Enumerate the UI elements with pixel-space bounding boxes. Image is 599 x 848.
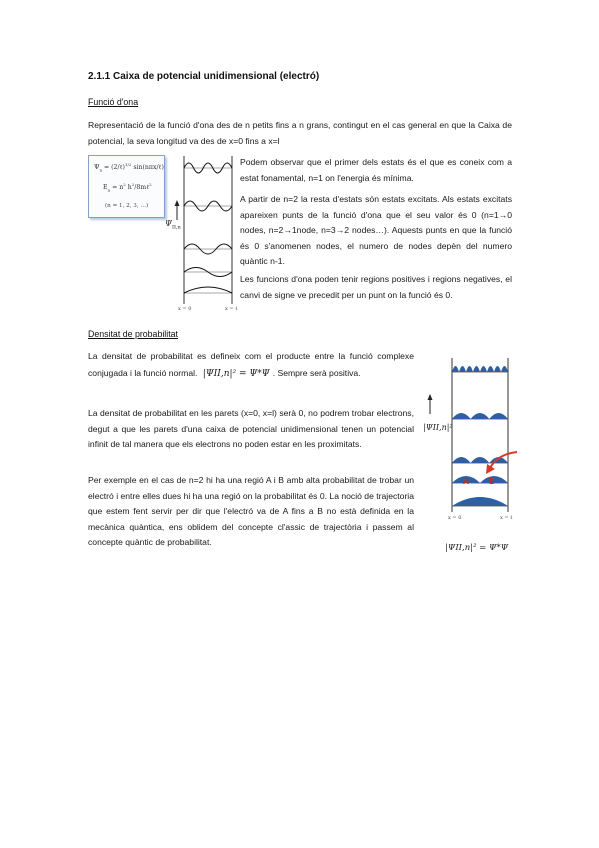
density-paragraph-2: La densitat de probabilitat en les parets (x=0, x=l) serà 0, no podrem trobar electrons, degut a que les parets d'una caixa de potencial unidimensional tenen un potencial infinit de tal manera que els electrons no poden estar en les proximitats.: [88, 408, 414, 449]
wave-paragraph-3: Les funcions d'ona poden tenir regions positives i regions negatives, el canvi de signe ve precedit per un punt on la funció és 0.: [240, 274, 512, 300]
wavefunction-figure: [164, 152, 236, 317]
formula-energy: $E_n = n^2$ $h^2/8m\ell^2$: [103, 182, 152, 193]
formula-box: [88, 155, 165, 218]
wave-xl-label: x = ℓ: [225, 306, 238, 312]
density-caption: |ΨII,n|² = Ψ*Ψ: [445, 543, 509, 553]
region-a-label: A: [463, 477, 469, 486]
density-paragraph-3: Per exemple en el cas de n=2 hi ha una regió A i B amb alta probabilitat de trobar un electró i entre elles dues hi ha una regió on la probabilitat és 0. La noció de trajectoria que estem fent servir per dir que l'electró va de A fins a B no està definida en la mecànica quàntica, ens oblidem del concepte cl'assic de trajectòria i passem al concepte quàntic de probabilitat.: [88, 475, 414, 547]
density-x0-label: x = 0: [448, 515, 462, 521]
formula-n-range: (n = 1, 2, 3, …): [105, 203, 149, 209]
density-axis-label: |ΨII,n|²: [423, 423, 453, 432]
density-paragraph-1: La densitat de probabilitat es defineix com el producte entre la funció complexe conjugada i la funció normal. |ΨII,n|² = Ψ*Ψ . Sempre serà positiva.: [88, 351, 414, 379]
density-n4: [452, 366, 508, 372]
density-n3: [452, 413, 508, 419]
psi-axis-label: $\Psi_{II,n}$: [165, 219, 181, 231]
formula-psi: $\Psi_n$ = (2/ℓ)$^{1/2}$ sin(nπx/ℓ): [94, 162, 164, 173]
region-b-label: B: [489, 477, 495, 486]
wave-subtitle: Funció d'ona: [88, 97, 139, 107]
density-n1: [452, 497, 508, 506]
density-inline-formula: |ΨII,n|² = Ψ*Ψ: [202, 369, 270, 379]
density-subtitle: Densitat de probabilitat: [88, 329, 178, 339]
wave-x0-label: x = 0: [178, 306, 192, 312]
probability-density-figure: [420, 352, 520, 524]
density-xl-label: x = ℓ: [500, 515, 513, 521]
section-title: 2.1.1 Caixa de potencial unidimensional (electró): [88, 71, 320, 82]
wave-n1: [184, 287, 232, 293]
wave-paragraph-1: Podem observar que el primer dels estats és el que es coneix com a estat fonamental, n=1 on l'energia és mínima.: [240, 157, 512, 183]
wave-intro-paragraph: Representació de la funció d'ona des de n petits fins a n grans, contingut en el cas general en que la Caixa de potencial, la seva longitud va des de x=0 fins a x=l: [88, 120, 512, 146]
density-n2: [452, 476, 508, 483]
wave-paragraph-2: A partir de n=2 la resta d'estats són estats excitats. Als estats excitats apareixen punts de la funció d'ona que el seu valor és 0 (n=1→0 nodes, n=2→1node, n=3→2 nodes…). Aquests punts en que la funció és 0 s'anomenen nodes, el numero de nodes depèn del numero quàntic n-1.: [240, 194, 512, 266]
